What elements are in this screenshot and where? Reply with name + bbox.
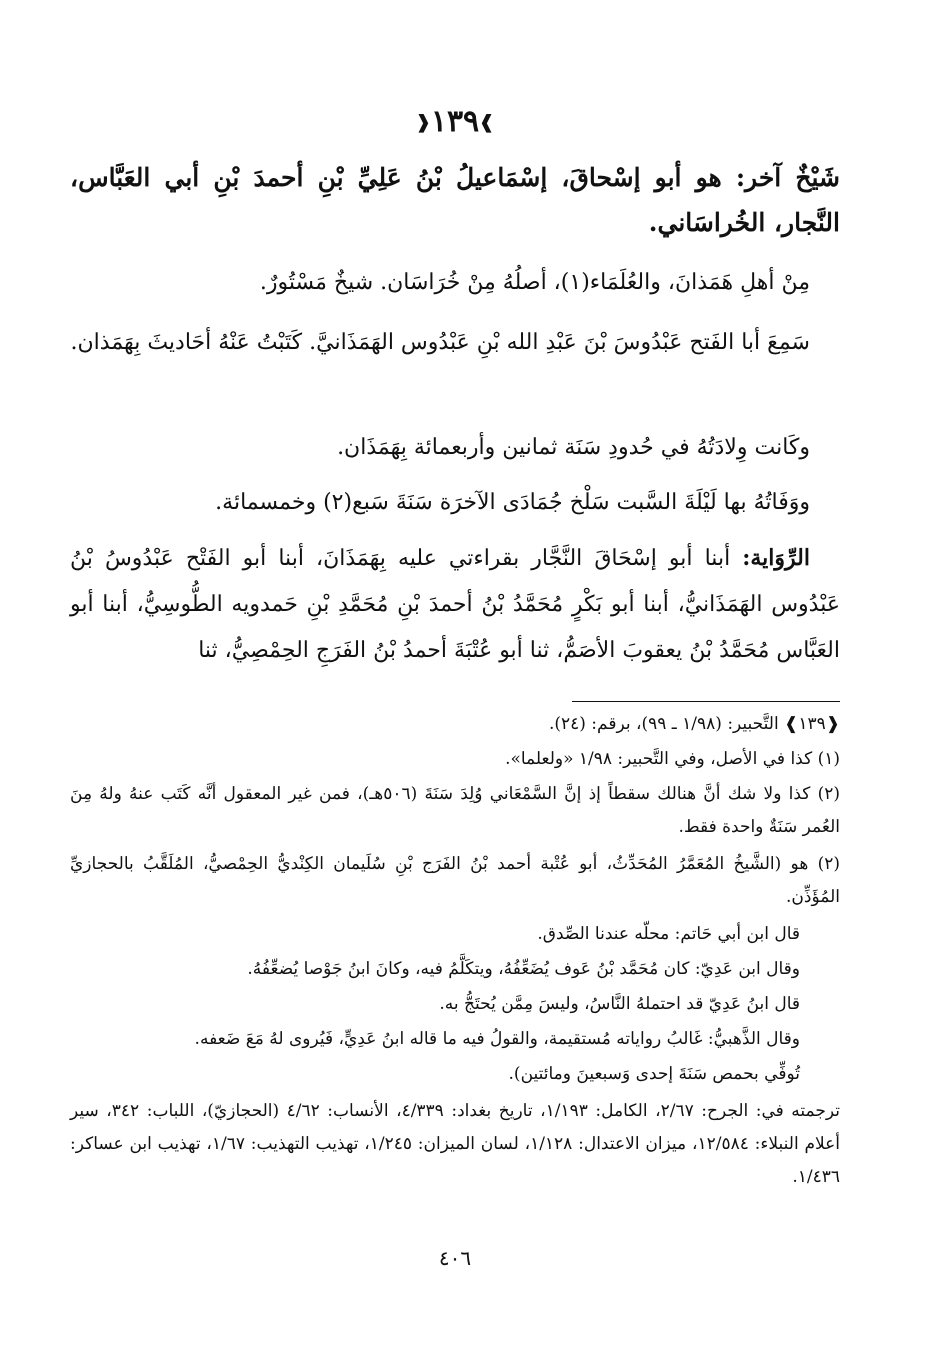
- paragraph-death: ووَفَاتُهُ بها لَيْلَةَ السَّبت سَلْخ جُمَادَى الآخرَة سَنَةَ سَبع(٢) وخمسمائة.: [215, 490, 810, 515]
- paragraph-teachers: سَمِعَ أبا الفَتح عَبْدُوسَ بْنَ عَبْدِ الله بْنِ عَبْدُوس الهَمَذَانيَّ. كَتَبْتُ عَنْهُ أحَاديثَ بِهَمَذان.: [70, 330, 810, 355]
- footnote-quote-abi-hatim: قال ابن أبي حَاتم: محلّه عندنا الصِّدق.: [537, 924, 800, 944]
- riwaya-label: الرِّوَاية:: [742, 545, 810, 571]
- paragraph-birth: وكَانت وِلادَتُهُ في حُدودِ سَنَة ثمانين وأربعمائة بِهَمَذَان.: [337, 435, 810, 460]
- footnote-quote-ibn-adi-2: قال ابنُ عَدِيّ قد احتملهُ النَّاسُ، وليسَ مِمَّن يُحتَجُّ به.: [439, 994, 800, 1014]
- footnote-quote-dhahabi: وقال الذَّهبيُّ: غَالبُ رواياته مُستقيمة، والقولُ فيه ما قاله ابنُ عَدِيٍّ، فَيُروى لهُ مَعَ ضَعفه.: [194, 1029, 800, 1049]
- paragraph-origin: مِنْ أهلِ هَمَذانَ، والعُلَمَاء(١)، أصلُهُ مِنْ خُرَاسَان. شيخٌ مَسْتُورٌ.: [259, 270, 810, 295]
- footnote-quote-ibn-adi: وقال ابن عَدِيّ: كان مُحَمَّد بْنُ عَوف يُضَعِّفُهُ، ويتكَلَّمُ فيه، وكانَ ابنُ جَوْصا يُضعِّفُهُ.: [247, 959, 800, 979]
- entry-heading: شَيْخٌ آخر: هو أبو إسْحاقَ، إسْمَاعيلُ بْنُ عَلِيِّ بْنِ أحمدَ بْنِ أبي العَبَّاس، النَّجار، الخُراسَاني.: [70, 163, 840, 237]
- footnote-entry-source: ❰١٣٩❱ التَّحبير: (١/٩٨ ـ ٩٩)، برقم: (٢٤).: [548, 714, 840, 734]
- entry-number: [70, 104, 840, 139]
- ornament-left-icon: ❰: [415, 112, 431, 133]
- riwaya-text: أبنا أبو إسْحَاقَ النَّجَّار بقراءتي عليه بِهَمَذَانَ، أبنا أبو الفَتْح عَبْدُوسُ بْنُ عَبْدُوس الهَمَذَانيُّ، أبنا أبو بَكْرٍ مُحَمَّدُ بْنُ أحمدَ بْنِ مُحَمَّدِ بْنِ حَمدويه الطُّوسِيُّ، أبنا أبو العَبَّاس مُحَمَّدُ بْنُ يعقوبَ الأصَمُّ، ثنا أبو عُتْبَةَ أحمدُ بْنُ الفَرَجِ الحِمْصِيُّ، ثنا: [70, 546, 840, 663]
- footnote-1: (١) كذا في الأصل، وفي التَّحبير: ١/٩٨ «ولعلما».: [505, 749, 840, 769]
- entry-number-value: ١٣٩: [430, 104, 480, 139]
- paragraph-riwaya: [70, 535, 840, 674]
- page-number: ٤٠٦: [438, 1246, 472, 1270]
- footnote-2a: (٢) كذا ولا شك أنَّ هنالك سقطاً إذ إنَّ السَّمْعَاني وُلِدَ سَنَةَ (٥٠٦هـ)، فمن غير المعقول أنَّه كَتَب عنهُ ولهُ مِنَ العُمر سَنَةٌ واحدة فقط.: [70, 784, 841, 837]
- ornament-right-icon: ❱: [479, 112, 495, 133]
- footnote-2b: (٢) هو (الشَّيخُ المُعَمَّرُ المُحَدِّثُ، أبو عُتْبة أحمد بْنُ الفَرَج بْنِ سُلَيمان الكِنْديُّ الحِمْصيُّ، المُلَقَّبُ بالحجازيِّ المُؤَذِّن.: [70, 854, 840, 907]
- footnote-references: ترجمته في: الجرح: ٢/٦٧، الكامل: ١/١٩٣، تاريخ بغداد: ٤/٣٣٩، الأنساب: ٤/٦٢ (الحجازيّ)، اللباب: ٣٤٢، سير أعلام النبلاء: ١٢/٥٨٤، ميزان الاعتدال: ١/١٢٨، لسان الميزان: ١/٢٤٥، تهذيب التهذيب: ١/٦٧، تهذيب ابن عساكر: ١/٤٣٦.: [70, 1101, 840, 1187]
- footnote-death-note: تُوفِّي بحمص سَنَةَ إحدى وَسبعينَ ومائتين).: [508, 1064, 800, 1084]
- book-page: [70, 0, 840, 1354]
- footnote-divider: [572, 701, 840, 702]
